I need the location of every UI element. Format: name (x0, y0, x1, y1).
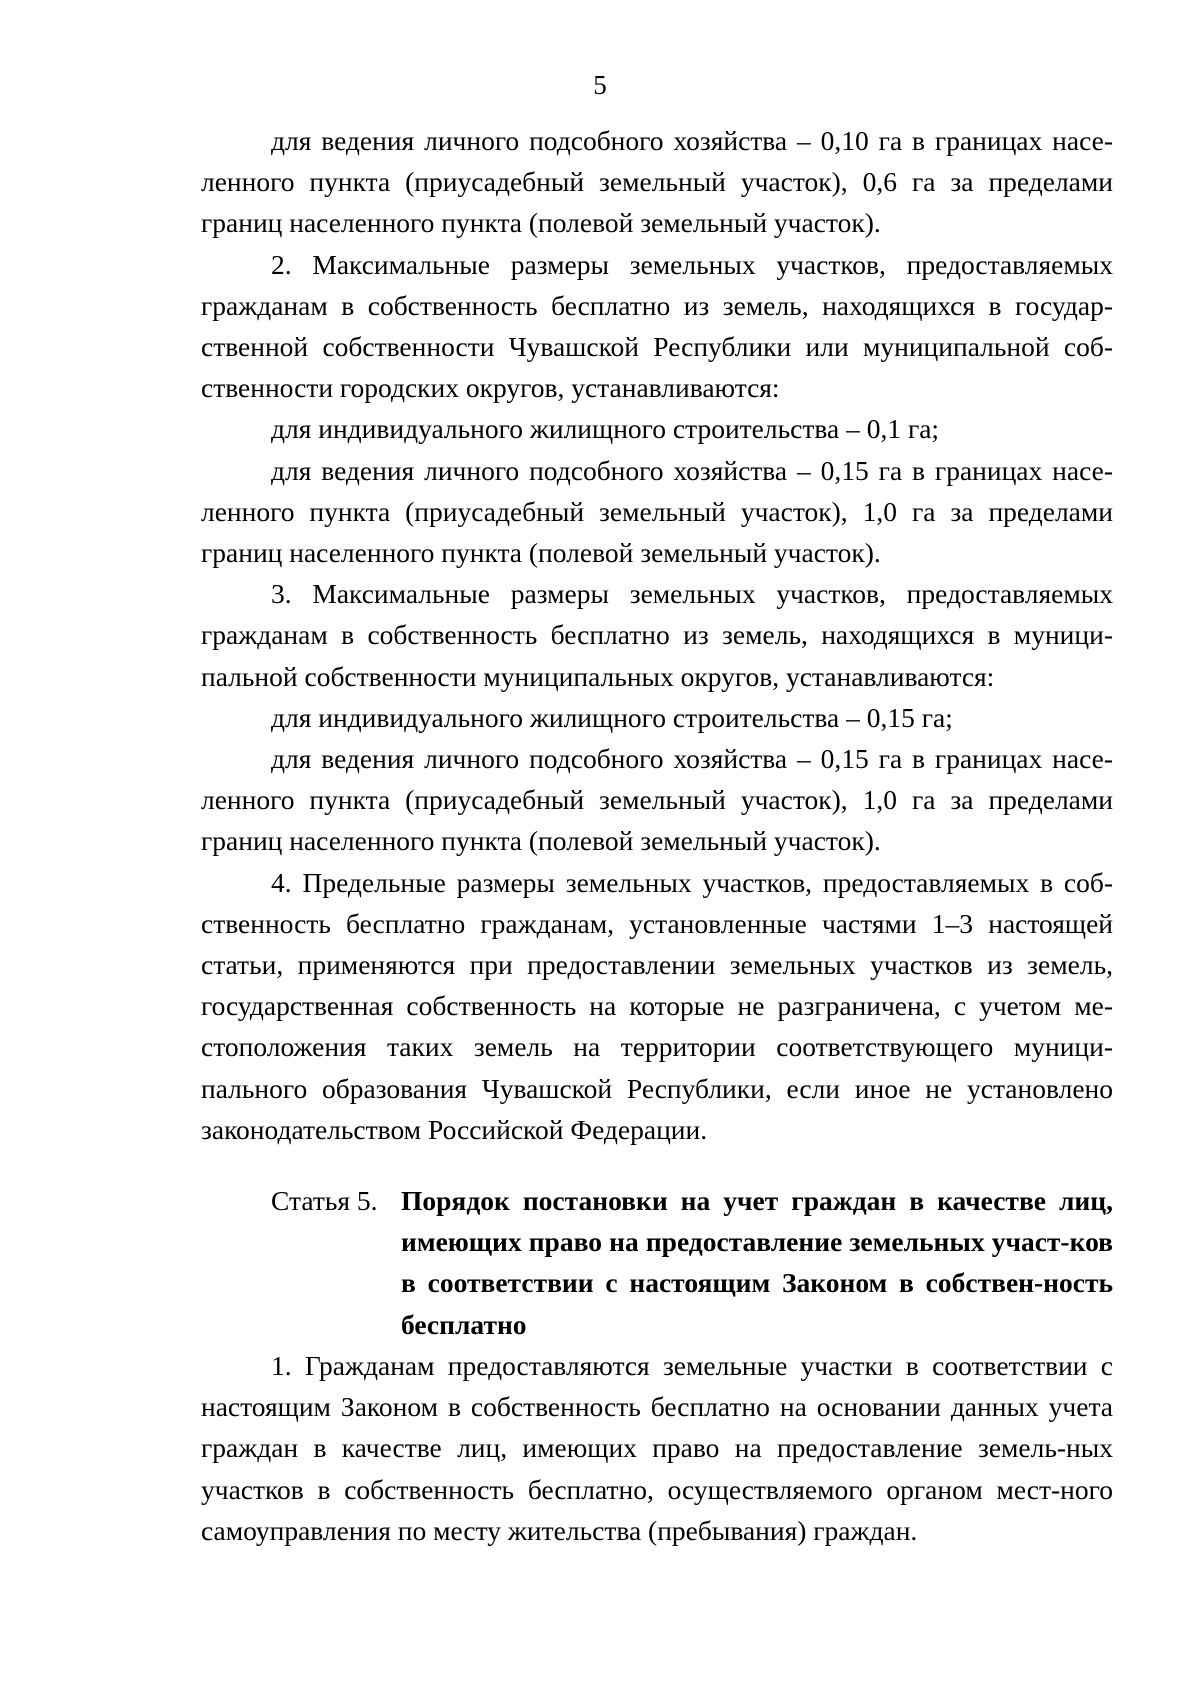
page-number: 5 (593, 70, 607, 100)
article-label: Статья 5. (271, 1185, 378, 1217)
paragraph-part-3-lph: для ведения личного подсобного хозяйства – 0,15 га в границах насе-ленного пункта (приусадебный земельный участок), 1,0 га за пределами границ населенного пункта (полевой земельный участок). (201, 743, 1113, 857)
paragraph-part-2-ijs: для индивидуального жилищного строительства – 0,1 га; (271, 413, 940, 445)
article-title: Порядок постановки на учет граждан в качестве лиц, имеющих право на предоставление земельных участ-ков в соответствии с настоящим Законом в собствен-ность бесплатно (401, 1185, 1113, 1340)
paragraph-part-2: 2. Максимальные размеры земельных участков, предоставляемых гражданам в собственность бесплатно из земель, находящихся в государ-ственной собственности Чувашской Республики или муниципальной соб-ственности городских округов, устанавливаются: (201, 248, 1113, 404)
paragraph-article-5-part-1: 1. Гражданам предоставляются земельные участки в соответствии с настоящим Законом в собственность бесплатно на основании данных учета граждан в качестве лиц, имеющих право на предоставление земель-ных участков в собственность бесплатно, осуществляемого органом мест-ного самоуправления по месту жительства (пребывания) граждан. (201, 1349, 1113, 1546)
document-body (201, 120, 1113, 1551)
paragraph-part-2-lph: для ведения личного подсобного хозяйства – 0,15 га в границах насе-ленного пункта (приусадебный земельный участок), 1,0 га за пределами границ населенного пункта (полевой земельный участок). (201, 454, 1113, 569)
paragraph-part-3-ijs: для индивидуального жилищного строительства – 0,15 га; (271, 701, 953, 733)
article-heading (201, 1180, 1113, 1345)
paragraph-part-3: 3. Максимальные размеры земельных участков, предоставляемых гражданам в собственность бесплатно из земель, находящихся в муници-пальной собственности муниципальных округов, устанавливаются: (201, 578, 1113, 692)
paragraph-part-4: 4. Предельные размеры земельных участков, предоставляемых в соб-ственность бесплатно гражданам, установленные частями 1–3 настоящей статьи, применяются при предоставлении земельных участков из земель, государственная собственность на которые не разграничена, с учетом ме-стоположения таких земель на территории соответствующего муници-пального образования Чувашской Республики, если иное не установлено законодательством Российской Федерации. (201, 866, 1113, 1145)
paragraph-lph-continuation: для ведения личного подсобного хозяйства – 0,10 га в границах насе-ленного пункта (приусадебный земельный участок), 0,6 га за пределами границ населенного пункта (полевой земельный участок). (201, 125, 1113, 239)
